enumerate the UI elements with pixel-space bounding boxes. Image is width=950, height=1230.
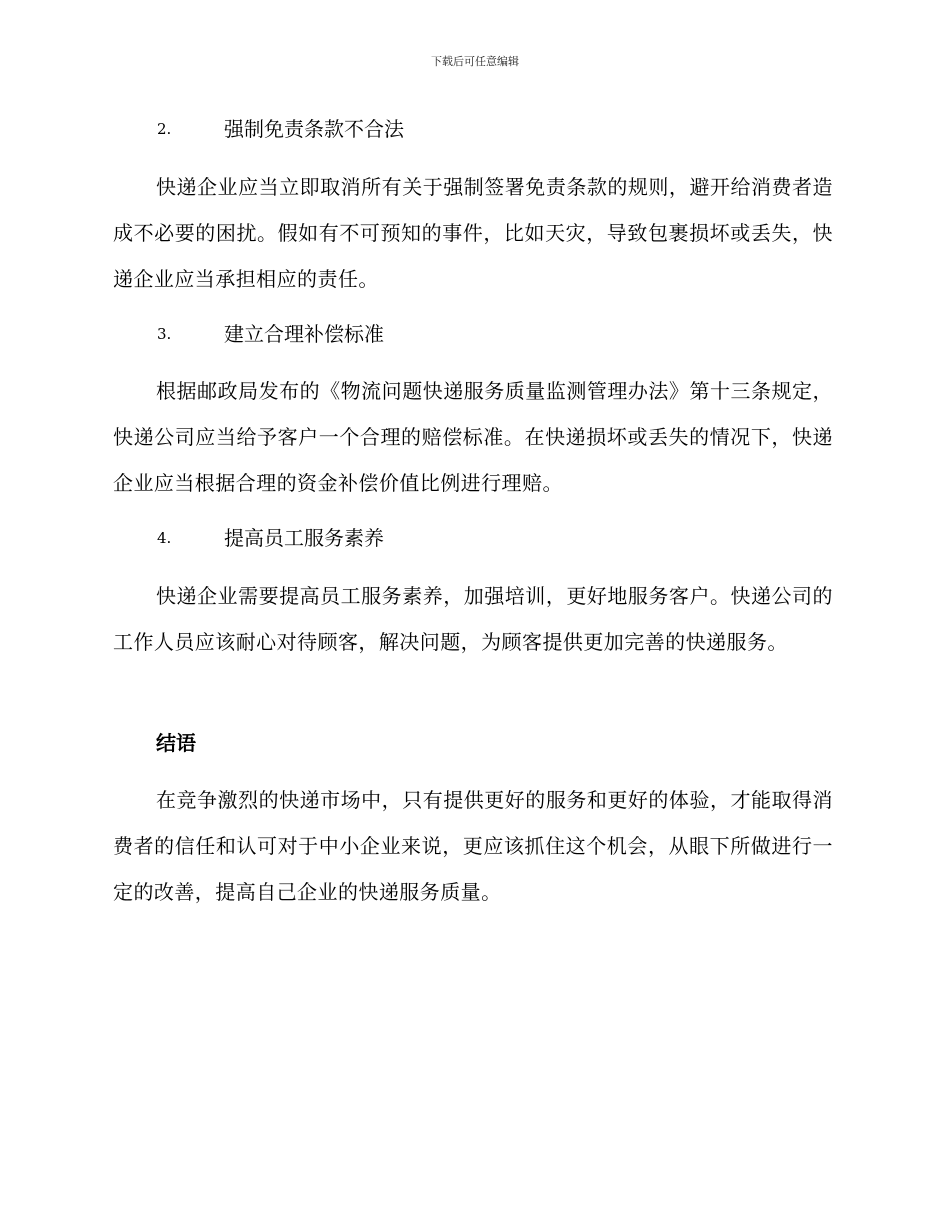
paragraph-staff-training: 快递企业需要提高员工服务素养，加强培训，更好地服务客户。快递公司的工作人员应该耐心对待顾客，解决问题，为顾客提供更加完善的快递服务。 xyxy=(113,584,833,654)
conclusion-paragraph: 在竞争激烈的快递市场中，只有提供更好的服务和更好的体验，才能取得消费者的信任和认可对于中小企业来说，更应该抓住这个机会，从眼下所做进行一定的改善，提高自己企业的快递服务质量。 xyxy=(113,788,833,904)
conclusion-heading: 结语 xyxy=(156,731,196,755)
item-heading-3 xyxy=(113,319,833,349)
item-heading-4 xyxy=(113,523,833,553)
item-title: 提高员工服务素养 xyxy=(224,526,384,550)
item-heading-2 xyxy=(113,114,833,144)
paragraph-compensation-standard: 根据邮政局发布的《物流问题快递服务质量监测管理办法》第十三条规定，快递公司应当给予客户一个合理的赔偿标准。在快递损坏或丢失的情况下，快递企业应当根据合理的资金补偿价值比例进行理赔。 xyxy=(113,379,833,495)
item-title: 建立合理补偿标准 xyxy=(224,322,384,346)
item-number: 3. xyxy=(157,325,172,343)
paragraph-exemption-clauses: 快递企业应当立即取消所有关于强制签署免责条款的规则，避开给消费者造成不必要的困扰。假如有不可预知的事件，比如天灾，导致包裹损坏或丢失，快递企业应当承担相应的责任。 xyxy=(113,175,833,291)
item-number: 2. xyxy=(157,120,172,138)
page-header-note: 下载后可任意编辑 xyxy=(431,55,519,68)
item-title: 强制免责条款不合法 xyxy=(224,117,404,141)
item-number: 4. xyxy=(157,529,172,547)
